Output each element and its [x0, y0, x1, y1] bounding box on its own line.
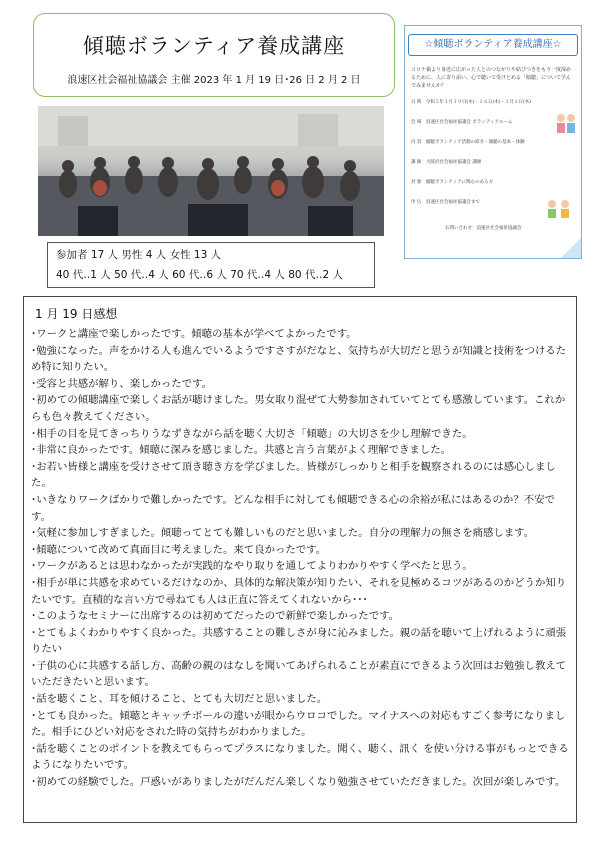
flyer-row: 会 場 浪速区社会福祉協議会 ボランティアルーム: [411, 120, 513, 125]
event-subtitle: 浪速区社会福祉協議会 主催 2023 年 1 月 19 日･26 日 2 月 2 日: [67, 75, 361, 86]
age-breakdown: 40 代‥1 人 50 代‥4 人 60 代‥6 人 70 代‥4 人 80 代‥2 人: [56, 269, 343, 281]
comment-item: ･話を聴くこと、耳を傾けること、とても大切だと思いました。: [31, 693, 328, 706]
comment-item: ･話を聴くことのポイントを教えてもらってプラスになりました。聞く、聴く、訊く を使い分ける事がもっとできるようになりたいです。: [31, 742, 569, 772]
flyer-row: 対 象 傾聴ボランティアに関心のある方: [411, 180, 494, 185]
flyer-row: 日 時 令和５年１月１９日(木)・２６日(木)・２月２日(木): [411, 100, 531, 105]
comment-item: ･とても良かった。傾聴とキャッチボールの違いが眼からウロコでした。マイナスへの対応もすごく参考になりました。相手にひどい対応をされた時の気持ちがわかりました。: [31, 709, 566, 739]
title-box: [33, 13, 395, 97]
comment-item: ･とてもよくわかりやすく良かった。共感することの難しさが身に沁みました。親の話を聴いて上げれるように頑張りたい: [31, 626, 567, 656]
children-illustration-icon: [545, 198, 575, 222]
comment-item: ･ワークがあるとは思わなかったが実践的なやり取りを通してよりわかりやすく学べたと思う。: [31, 560, 473, 573]
participant-stats: [47, 242, 375, 288]
workshop-photo-illustration: [38, 106, 384, 236]
event-flyer-thumbnail: [404, 25, 582, 259]
flyer-heading: ☆傾聴ボランティア養成講座☆: [408, 34, 578, 56]
comment-item: ･初めての経験でした。戸惑いがありましたがだんだん楽しくなり勉強させていただきました。次回が楽しみです。: [31, 776, 566, 789]
comment-item: ･受容と共感が解り、楽しかったです。: [31, 377, 213, 390]
comment-item: ･相手の目を見てきっちりうなずきながら話を聴く大切さ「傾聴」の大切さを少し理解できた。: [31, 427, 473, 440]
flyer-footer: お問い合わせ：浪速区社会福祉協議会: [445, 226, 522, 231]
comment-item: ･このようなセミナーに出席するのは初めてだったので新鮮で楽しかったです。: [31, 610, 400, 623]
comment-item: ･相手が単に共感を求めているだけなのか、具体的な解決策が知りたい、それを見極めるコツがあるのかどうか知りたいです。直積的な言い方で尋ねても人は正直に答えてくれないから･･･: [31, 576, 567, 606]
workshop-photo: [38, 106, 384, 236]
comment-item: ･子供の心に共感する話し方、高齢の親のはなしを聞いてあげられることが素直にできるよう次回はお勉強し教えていただきたいと思います。: [31, 659, 567, 689]
comment-item: ･ワークと講座で楽しかったです。傾聴の基本が学べてよかったです。: [31, 328, 357, 340]
flyer-row: 講 師 大阪府社会福祉協議会 講師: [411, 160, 482, 165]
comment-item: ･気軽に参加しすぎました。傾聴ってとても難しいものだと思いました。自分の理解力の無さを痛感します。: [31, 527, 535, 540]
feedback-title: 1 月 19 日感想: [35, 307, 118, 321]
comment-list: [31, 326, 573, 791]
comment-item: ･いきなりワークばかりで難しかったです。どんな相手に対しても傾聴できる心の余裕が私にはあるのか？不安です。: [31, 493, 555, 523]
comment-item: ･勉強になった。声をかける人も進んでいるようですさすがだなと、気持ちが大切だと思うが知識と技術をつけるため特に知りたい。: [31, 344, 567, 374]
page-curl-decoration: [560, 237, 582, 259]
people-illustration-icon: [555, 112, 577, 138]
comment-item: ･非常に良かったです。傾聴に深みを感じました。共感と言う言葉がよく理解できました。: [31, 444, 451, 457]
comment-item: ･お若い皆様と講座を受けさせて頂き聴き方を学びました。皆様がしっかりと相手を観察されるのには感心しました。: [31, 460, 556, 490]
feedback-panel: [23, 296, 577, 823]
flyer-row: 内 容 傾聴ボランティア活動の紹介・傾聴の基本・体験: [411, 140, 525, 145]
comment-item: ･初めての傾聴講座で楽しくお話が聴けました。男女取り混ぜて大勢参加されていてとても感激しています。これからも色々教えてください。: [31, 394, 566, 423]
page-title: 傾聴ボランティア養成講座: [82, 34, 346, 58]
participant-count: 参加者 17 人 男性 4 人 女性 13 人: [56, 249, 222, 261]
comment-item: ･傾聴について改めて真面目に考えました。来て良かったです。: [31, 543, 327, 556]
flyer-row: 申 込 浪速区社会福祉協議会まで: [411, 200, 480, 205]
flyer-intro: コロナ禍より身近に広がった人とのつながりや結びつきをもう一度深めるために、人に寄り添い、心で聴いて受けとめる「傾聴」について学んでみませんか？: [411, 67, 572, 89]
